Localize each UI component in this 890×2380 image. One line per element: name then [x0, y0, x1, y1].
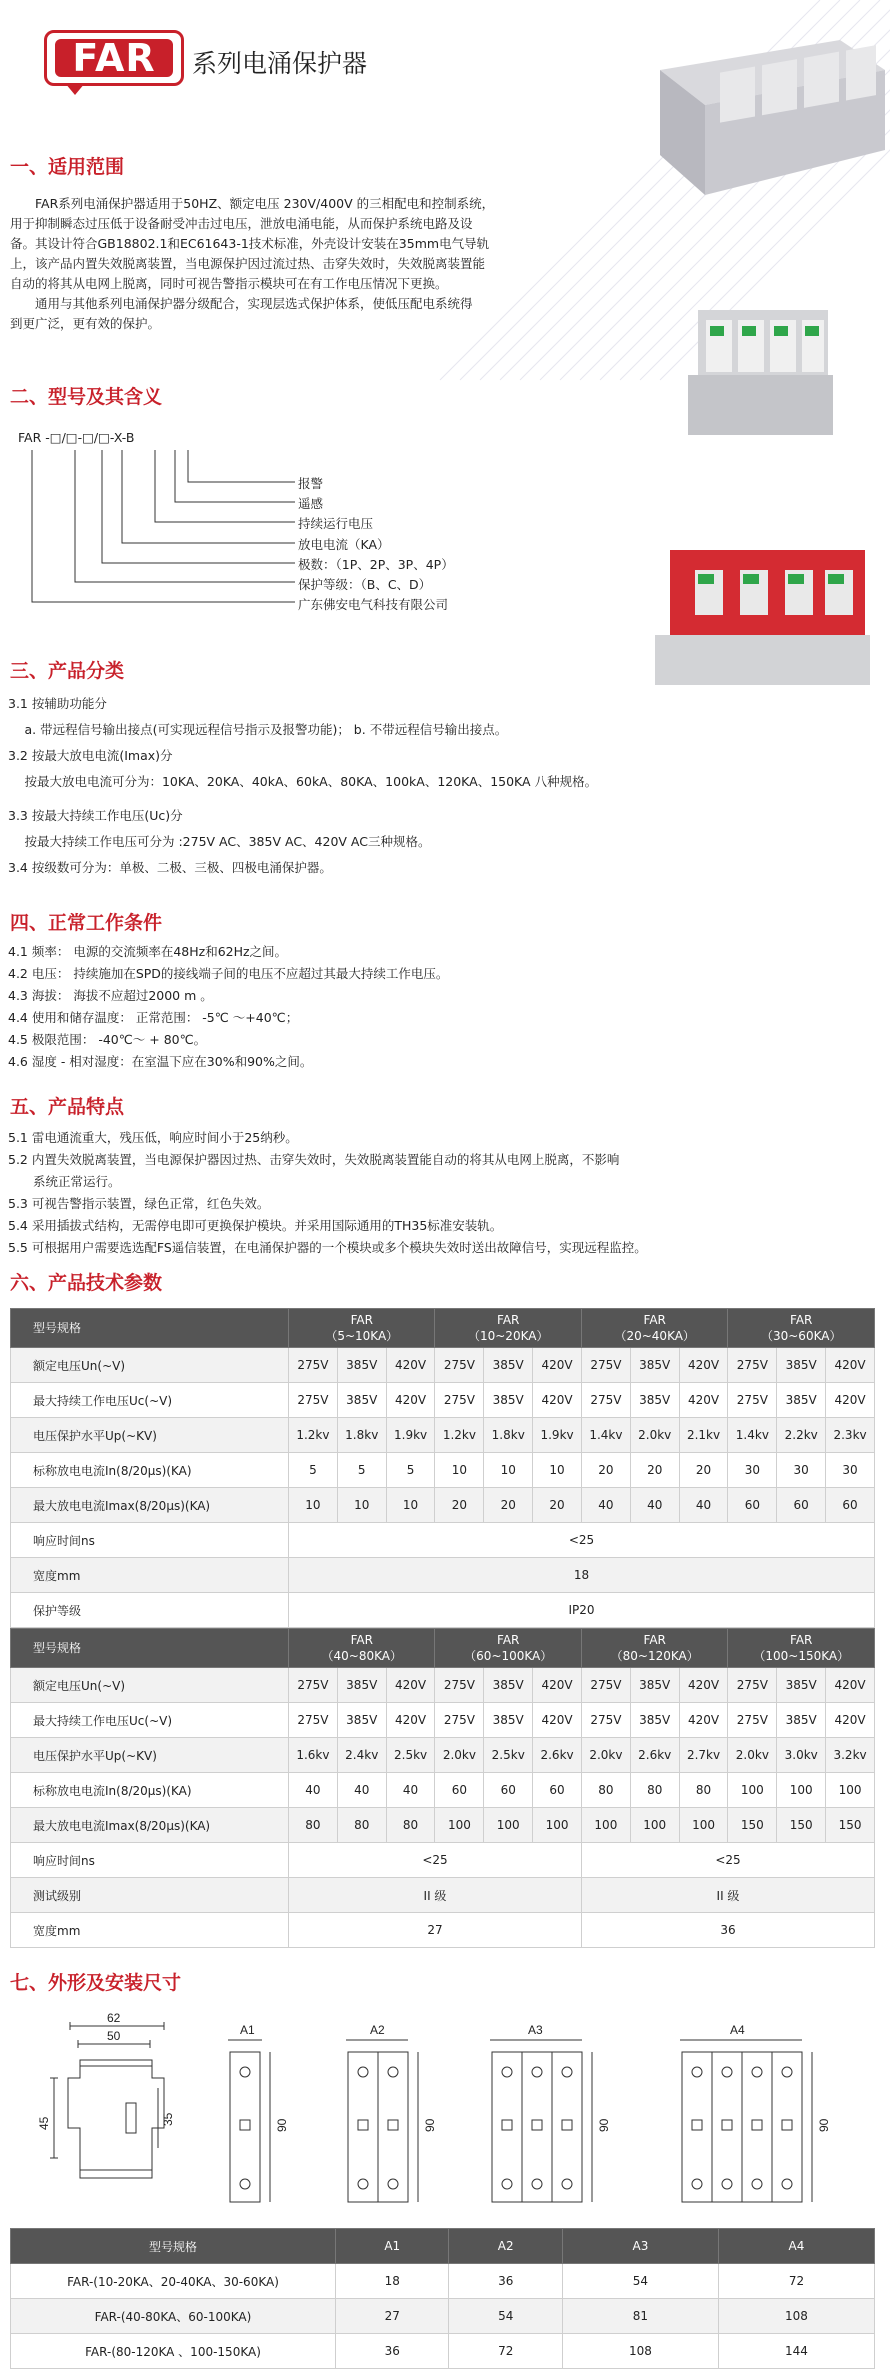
table-cell: 20	[581, 1453, 630, 1488]
table-cell: 40	[289, 1773, 338, 1808]
table-cell: 420V	[679, 1383, 728, 1418]
table-cell: 385V	[630, 1383, 679, 1418]
table-row	[11, 1523, 875, 1558]
text-line: 4.6 湿度 - 相对湿度：在室温下应在30%和90%之间。	[8, 1054, 313, 1069]
table-cell: 30	[728, 1453, 777, 1488]
text-line: 5.3 可视告警指示装置，绿色正常，红色失效。	[8, 1196, 270, 1211]
table-cell: 1.9kv	[533, 1418, 582, 1453]
table-cell: 40	[679, 1488, 728, 1523]
row-label: 测试级别	[11, 1878, 289, 1913]
section-7-title: 七、外形及安装尺寸	[10, 1972, 182, 1994]
table-cell: 60	[435, 1773, 484, 1808]
table-cell: 2.0kv	[435, 1738, 484, 1773]
row-label: 电压保护水平Up(~KV)	[11, 1738, 289, 1773]
row-label: 宽度mm	[11, 1558, 289, 1593]
table-cell: 18	[336, 2264, 449, 2299]
spec-table-2	[10, 1628, 875, 1948]
table-cell: 420V	[826, 1668, 875, 1703]
table-cell: 36	[581, 1913, 874, 1948]
table-row	[11, 1703, 875, 1738]
section-2-title: 二、型号及其含义	[10, 386, 163, 408]
table-cell: 275V	[728, 1383, 777, 1418]
table-cell: FAR-(40-80KA、60-100KA)	[11, 2299, 336, 2334]
table-cell: 100	[533, 1808, 582, 1843]
table-row	[11, 1668, 875, 1703]
table-cell: 80	[630, 1773, 679, 1808]
table-row	[11, 1593, 875, 1628]
table-cell: 420V	[533, 1668, 582, 1703]
table-cell: 108	[562, 2334, 718, 2369]
model-code: FAR -□/□-□/□-X-B	[18, 430, 135, 445]
row-label: 宽度mm	[11, 1913, 289, 1948]
row-label: 标称放电电流In(8/20μs)(KA)	[11, 1773, 289, 1808]
text-line: 自动的将其从电网上脱离，同时可视告警指示模块可在有工作电压情况下更换。	[10, 276, 448, 291]
table-cell: 275V	[581, 1383, 630, 1418]
table-cell: 72	[718, 2264, 874, 2299]
table-cell: IP20	[289, 1593, 875, 1628]
model-meaning-list	[298, 474, 454, 615]
table-cell: 10	[533, 1453, 582, 1488]
table-cell: 275V	[289, 1668, 338, 1703]
dim-90: 90	[423, 2118, 437, 2132]
text-line: 4.5 极限范围： -40℃～ + 80℃。	[8, 1032, 207, 1047]
table-row	[11, 1558, 875, 1593]
table-cell: 150	[728, 1808, 777, 1843]
table-cell: <25	[581, 1843, 874, 1878]
table-row	[11, 1773, 875, 1808]
text-line: 上，该产品内置失效脱离装置，当电源保护因过流过热、击穿失效时，失效脱离装置能	[10, 256, 486, 271]
table-cell: 2.5kv	[484, 1738, 533, 1773]
text-line: 按最大放电电流可分为：10KA、20KA、40kA、60kA、80KA、100kA、120KA、150KA 八种规格。	[8, 774, 598, 789]
text-line: 5.2 内置失效脱离装置，当电源保护器因过热、击穿失效时，失效脱离装置能自动的将其从电网上脱离，不影响	[8, 1152, 620, 1167]
table-cell: 420V	[533, 1703, 582, 1738]
table-cell: 30	[826, 1453, 875, 1488]
table-row	[11, 1843, 875, 1878]
table-cell: 420V	[679, 1668, 728, 1703]
table-cell: 2.0kv	[581, 1738, 630, 1773]
table-cell: 2.2kv	[777, 1418, 826, 1453]
row-label: 响应时间ns	[11, 1523, 289, 1558]
table-cell: 420V	[386, 1668, 435, 1703]
table-cell: 385V	[337, 1348, 386, 1383]
table-cell: 385V	[777, 1383, 826, 1418]
table-cell: 20	[484, 1488, 533, 1523]
table-cell: 275V	[435, 1383, 484, 1418]
table-cell: 3.0kv	[777, 1738, 826, 1773]
table-cell: 385V	[337, 1383, 386, 1418]
text-line: 3.3 按最大持续工作电压(Uc)分	[8, 808, 183, 823]
table-cell: 275V	[289, 1383, 338, 1418]
table-cell: 385V	[484, 1668, 533, 1703]
table-cell: 10	[386, 1488, 435, 1523]
logo-text: FAR	[55, 39, 173, 77]
table-cell: 60	[826, 1488, 875, 1523]
brand-logo	[44, 30, 184, 86]
dim-90: 90	[597, 2118, 611, 2132]
table-cell: 40	[630, 1488, 679, 1523]
table-cell: 81	[562, 2299, 718, 2334]
table-cell: 385V	[777, 1668, 826, 1703]
model-code-diagram	[10, 440, 310, 625]
table-cell: 80	[337, 1808, 386, 1843]
text-line: 3.4 按级数可分为：单极、二极、三极、四极电涌保护器。	[8, 860, 332, 875]
row-label: 最大放电电流Imax(8/20μs)(KA)	[11, 1808, 289, 1843]
table-cell: 3.2kv	[826, 1738, 875, 1773]
table-cell: II 级	[289, 1878, 582, 1913]
row-label: 最大放电电流Imax(8/20μs)(KA)	[11, 1488, 289, 1523]
page-title: 系列电涌保护器	[192, 49, 368, 78]
table-cell: 420V	[533, 1348, 582, 1383]
table-cell: 275V	[728, 1668, 777, 1703]
table-cell: 1.4kv	[728, 1418, 777, 1453]
table-cell: 144	[718, 2334, 874, 2369]
row-label: 电压保护水平Up(~KV)	[11, 1418, 289, 1453]
table-cell: <25	[289, 1523, 875, 1558]
table-cell: 80	[289, 1808, 338, 1843]
table-cell: 60	[777, 1488, 826, 1523]
dim-35: 35	[161, 2112, 175, 2126]
table-cell: 60	[484, 1773, 533, 1808]
table-cell: 275V	[435, 1348, 484, 1383]
meaning-item: 保护等级：（B、C、D）	[298, 577, 432, 592]
table-row	[11, 1808, 875, 1843]
table-cell: 275V	[728, 1703, 777, 1738]
row-label: 最大持续工作电压Uc(~V)	[11, 1383, 289, 1418]
section-6-title: 六、产品技术参数	[10, 1272, 163, 1294]
table-cell: 385V	[484, 1703, 533, 1738]
group-header: FAR （40~80KA）	[289, 1629, 435, 1668]
table-cell: 385V	[484, 1348, 533, 1383]
dim-90: 90	[817, 2118, 831, 2132]
table-cell: 40	[581, 1488, 630, 1523]
table-cell: 60	[533, 1773, 582, 1808]
table-cell: 1.2kv	[435, 1418, 484, 1453]
table-cell: 420V	[533, 1383, 582, 1418]
label-a4: A4	[730, 2023, 745, 2037]
group-header: FAR （20~40KA）	[581, 1309, 727, 1348]
table-cell: 10	[337, 1488, 386, 1523]
table-cell: 275V	[581, 1703, 630, 1738]
text-line: 4.3 海拔： 海拔不应超过2000 m 。	[8, 988, 213, 1003]
text-line: 到更广泛，更有效的保护。	[10, 316, 161, 331]
table-cell: 1.9kv	[386, 1418, 435, 1453]
table-cell: 420V	[826, 1348, 875, 1383]
product-image-gray-green-4p	[678, 290, 838, 450]
table-row	[11, 2299, 875, 2334]
table-cell: 10	[484, 1453, 533, 1488]
dimension-drawings	[37, 2008, 870, 2218]
meaning-item: 放电电流（KA）	[298, 537, 390, 552]
text-line: 按最大持续工作电压可分为 :275V AC、385V AC、420V AC三种规格。	[8, 834, 431, 849]
section-4-body	[8, 942, 878, 1074]
column-header: A4	[718, 2229, 874, 2264]
table-cell: 100	[484, 1808, 533, 1843]
section-3-title: 三、产品分类	[10, 660, 125, 682]
text-line: 备。其设计符合GB18802.1和EC61643-1技术标准，外壳设计安装在35mm电气导轨	[10, 236, 490, 251]
table-cell: FAR-(80-120KA 、100-150KA)	[11, 2334, 336, 2369]
table-cell: 2.1kv	[679, 1418, 728, 1453]
column-header: A2	[449, 2229, 562, 2264]
table-row	[11, 1348, 875, 1383]
table-row	[11, 2264, 875, 2299]
table-cell: 1.8kv	[484, 1418, 533, 1453]
spec-table-1	[10, 1308, 875, 1628]
table-cell: 150	[777, 1808, 826, 1843]
row-label: 保护等级	[11, 1593, 289, 1628]
table-cell: 420V	[679, 1348, 728, 1383]
dim-45: 45	[37, 2116, 51, 2130]
table-cell: 2.3kv	[826, 1418, 875, 1453]
table-cell: 1.6kv	[289, 1738, 338, 1773]
table-cell: 385V	[630, 1703, 679, 1738]
table-cell: 36	[449, 2264, 562, 2299]
table-cell: 5	[289, 1453, 338, 1488]
table-cell: 2.6kv	[630, 1738, 679, 1773]
table-cell: 2.7kv	[679, 1738, 728, 1773]
table-cell: 40	[337, 1773, 386, 1808]
table-cell: 27	[289, 1913, 582, 1948]
text-line: 4.1 频率： 电源的交流频率在48Hz和62Hz之间。	[8, 944, 288, 959]
text-line: 系统正常运行。	[8, 1174, 121, 1189]
table-row	[11, 1738, 875, 1773]
table-cell: 20	[630, 1453, 679, 1488]
table-cell: 420V	[826, 1703, 875, 1738]
table-row	[11, 1913, 875, 1948]
table-cell: 275V	[435, 1668, 484, 1703]
table-cell: 100	[728, 1773, 777, 1808]
table-cell: 80	[679, 1773, 728, 1808]
table-cell: 2.6kv	[533, 1738, 582, 1773]
section-1-body	[10, 194, 630, 334]
table-row	[11, 1383, 875, 1418]
text-line: 通用与其他系列电涌保护器分级配合，实现层选式保护体系，使低压配电系统得	[10, 296, 473, 311]
table-cell: 420V	[386, 1703, 435, 1738]
table-cell: 10	[289, 1488, 338, 1523]
table-cell: 100	[630, 1808, 679, 1843]
table-cell: II 级	[581, 1878, 874, 1913]
table-cell: 54	[562, 2264, 718, 2299]
table-cell: 385V	[630, 1348, 679, 1383]
table-cell: 5	[337, 1453, 386, 1488]
label-a1: A1	[240, 2023, 255, 2037]
table-cell: 385V	[484, 1383, 533, 1418]
table-cell: 150	[826, 1808, 875, 1843]
table-cell: 420V	[386, 1348, 435, 1383]
table-cell: 72	[449, 2334, 562, 2369]
table-cell: 1.8kv	[337, 1418, 386, 1453]
table-cell: 100	[777, 1773, 826, 1808]
table-row	[11, 1453, 875, 1488]
section-1-title: 一、适用范围	[10, 156, 125, 178]
dim-62: 62	[107, 2011, 121, 2025]
table-cell: 20	[679, 1453, 728, 1488]
table-row	[11, 1418, 875, 1453]
table-cell: 2.5kv	[386, 1738, 435, 1773]
text-line: 用于抑制瞬态过压低于设备耐受冲击过电压，泄放电涌电能，从而保护系统电路及设	[10, 216, 473, 231]
table-cell: 2.0kv	[630, 1418, 679, 1453]
table-cell: 1.2kv	[289, 1418, 338, 1453]
table-cell: 100	[826, 1773, 875, 1808]
table-cell: 420V	[679, 1703, 728, 1738]
table-cell: 60	[728, 1488, 777, 1523]
table-cell: 20	[435, 1488, 484, 1523]
table-cell: 385V	[337, 1668, 386, 1703]
table-cell: 385V	[630, 1668, 679, 1703]
text-line: 5.5 可根据用户需要选选配FS遥信装置，在电涌保护器的一个模块或多个模块失效时送出故障信号，实现远程监控。	[8, 1240, 647, 1255]
column-header: A1	[336, 2229, 449, 2264]
table-cell: 385V	[777, 1348, 826, 1383]
section-5-body	[8, 1128, 878, 1260]
dim-90: 90	[275, 2118, 289, 2132]
meaning-item: 极数：（1P、2P、3P、4P）	[298, 557, 454, 572]
column-header: 型号规格	[11, 2229, 336, 2264]
section-4-title: 四、正常工作条件	[10, 912, 163, 934]
table-cell: 420V	[386, 1383, 435, 1418]
text-line: 3.1 按辅助功能分	[8, 696, 107, 711]
table-cell: 27	[336, 2299, 449, 2334]
table-row	[11, 1488, 875, 1523]
row-label: 额定电压Un(~V)	[11, 1348, 289, 1383]
group-header: FAR （30~60KA）	[728, 1309, 875, 1348]
column-header: A3	[562, 2229, 718, 2264]
text-line: 4.2 电压： 持续施加在SPD的接线端子间的电压不应超过其最大持续工作电压。	[8, 966, 449, 981]
table-cell: 40	[386, 1773, 435, 1808]
label-a2: A2	[370, 2023, 385, 2037]
dimension-table	[10, 2228, 875, 2369]
text-line: a. 带远程信号输出接点(可实现远程信号指示及报警功能)； b. 不带远程信号输出接点。	[8, 722, 508, 737]
text-line: 4.4 使用和储存温度： 正常范围： -5℃ ～+40℃；	[8, 1010, 299, 1025]
table-cell: 20	[533, 1488, 582, 1523]
table-cell: FAR-(10-20KA、20-40KA、30-60KA)	[11, 2264, 336, 2299]
table-cell: 108	[718, 2299, 874, 2334]
table-row	[11, 2334, 875, 2369]
table-cell: 385V	[337, 1703, 386, 1738]
meaning-item: 广东佛安电气科技有限公司	[298, 597, 449, 612]
table-cell: 100	[679, 1808, 728, 1843]
table-cell: 36	[336, 2334, 449, 2369]
table-cell: 275V	[581, 1668, 630, 1703]
group-header: FAR （10~20KA）	[435, 1309, 581, 1348]
text-line: 5.1 雷电通流重大，残压低，响应时间小于25纳秒。	[8, 1130, 298, 1145]
group-header: FAR （60~100KA）	[435, 1629, 581, 1668]
text-line: FAR系列电涌保护器适用于50HZ、额定电压 230V/400V 的三相配电和控制系统，	[10, 196, 495, 211]
row-label: 最大持续工作电压Uc(~V)	[11, 1703, 289, 1738]
row-label: 响应时间ns	[11, 1843, 289, 1878]
table-cell: 30	[777, 1453, 826, 1488]
meaning-item: 遥感	[298, 496, 324, 511]
table-cell: 10	[435, 1453, 484, 1488]
section-3-body	[8, 694, 878, 884]
table-header: 型号规格	[11, 1629, 289, 1668]
table-cell: 385V	[777, 1703, 826, 1738]
dim-50: 50	[107, 2029, 121, 2043]
table-cell: <25	[289, 1843, 582, 1878]
label-a3: A3	[528, 2023, 543, 2037]
table-cell: 5	[386, 1453, 435, 1488]
product-image-red-4p	[650, 530, 880, 690]
table-cell: 275V	[728, 1348, 777, 1383]
table-cell: 420V	[826, 1383, 875, 1418]
table-cell: 275V	[435, 1703, 484, 1738]
table-cell: 18	[289, 1558, 875, 1593]
table-cell: 275V	[289, 1348, 338, 1383]
meaning-item: 报警	[298, 476, 324, 491]
group-header: FAR （100~150KA）	[728, 1629, 875, 1668]
table-cell: 1.4kv	[581, 1418, 630, 1453]
table-cell: 275V	[581, 1348, 630, 1383]
group-header: FAR （5~10KA）	[289, 1309, 435, 1348]
table-cell: 100	[581, 1808, 630, 1843]
meaning-item: 持续运行电压	[298, 516, 374, 531]
product-image-gray-4p	[650, 30, 890, 195]
table-cell: 275V	[289, 1703, 338, 1738]
table-cell: 2.0kv	[728, 1738, 777, 1773]
group-header: FAR （80~120KA）	[581, 1629, 727, 1668]
table-cell: 80	[581, 1773, 630, 1808]
text-line: 5.4 采用插拔式结构，无需停电即可更换保护模块。并采用国际通用的TH35标准安装轨。	[8, 1218, 503, 1233]
table-cell: 54	[449, 2299, 562, 2334]
table-row	[11, 1878, 875, 1913]
table-cell: 100	[435, 1808, 484, 1843]
text-line: 3.2 按最大放电电流(Imax)分	[8, 748, 173, 763]
table-cell: 80	[386, 1808, 435, 1843]
table-cell: 2.4kv	[337, 1738, 386, 1773]
row-label: 标称放电电流In(8/20μs)(KA)	[11, 1453, 289, 1488]
table-header: 型号规格	[11, 1309, 289, 1348]
section-5-title: 五、产品特点	[10, 1096, 125, 1118]
row-label: 额定电压Un(~V)	[11, 1668, 289, 1703]
